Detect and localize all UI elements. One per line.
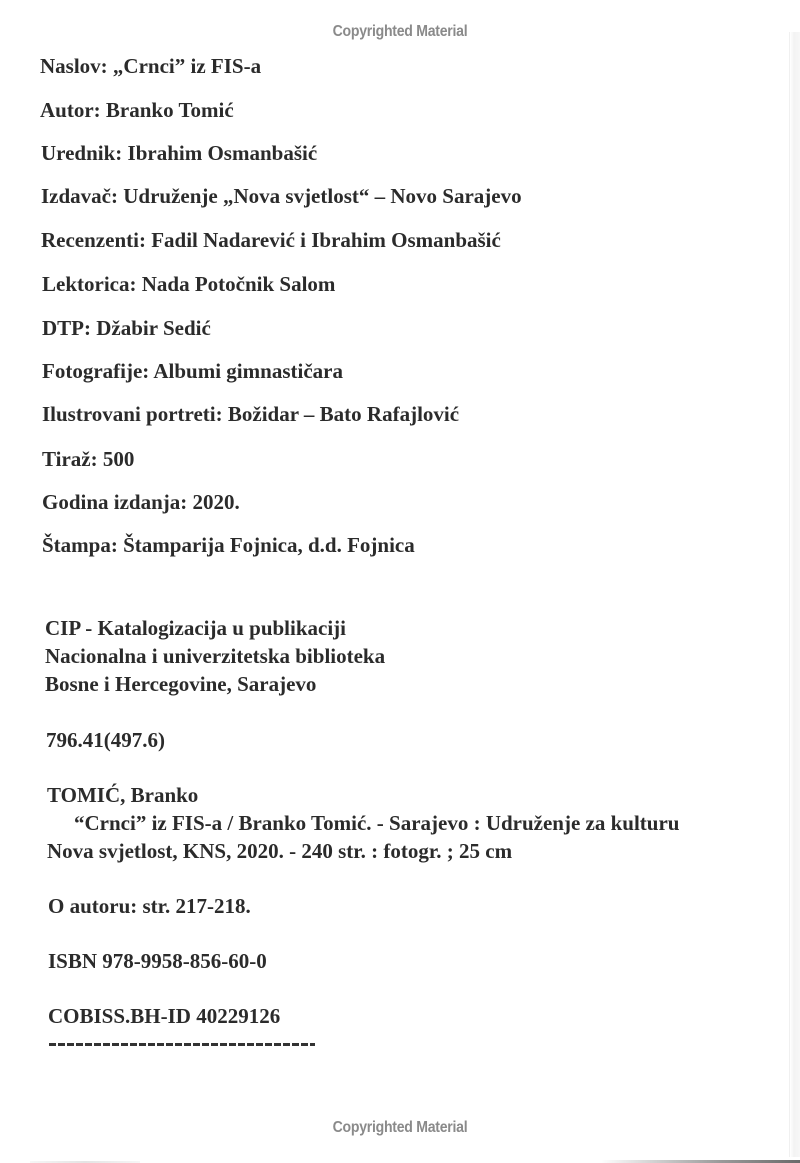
field-value: Udruženje „Nova svjetlost“ – Novo Sarajevo (123, 184, 522, 208)
field-value: Albumi gimnastičara (153, 359, 343, 383)
cip-header-line: Nacionalna i univerzitetska biblioteka (45, 644, 386, 668)
imprint-proofreader (42, 272, 335, 296)
field-label: Ilustrovani portreti: (42, 402, 223, 426)
field-label: Fotografije: (42, 359, 150, 383)
cip-header-line: Bosne i Hercegovine, Sarajevo (45, 672, 317, 696)
cip-header-line: CIP - Katalogizacija u publikaciji (45, 616, 347, 640)
imprint-printer (42, 533, 415, 557)
cip-header (45, 614, 385, 698)
cip-entry-author: TOMIĆ, Branko (47, 783, 199, 807)
imprint-photographs (42, 359, 343, 383)
field-value: „Crnci” iz FIS-a (112, 54, 262, 78)
imprint-print-run (42, 447, 134, 471)
field-label: Urednik: (41, 141, 123, 165)
imprint-year (42, 490, 240, 514)
copyright-watermark-bottom: Copyrighted Material (332, 1119, 468, 1136)
imprint-illustrations (42, 402, 459, 426)
field-label: Štampa: (42, 533, 118, 557)
field-value: 500 (102, 447, 135, 471)
imprint-author (40, 98, 234, 122)
field-label: Naslov: (40, 54, 108, 78)
field-value: Branko Tomić (105, 98, 234, 122)
cip-cobiss: COBISS.BH-ID 40229126 (48, 1004, 281, 1028)
field-value: Džabir Sedić (96, 316, 211, 340)
cip-udc: 796.41(497.6) (46, 728, 165, 752)
field-label: Izdavač: (41, 184, 118, 208)
field-value: Božidar – Bato Rafajlović (227, 402, 460, 426)
cip-entry-publisher: Nova svjetlost, KNS, 2020. - 240 str. : fotogr. ; 25 cm (47, 839, 513, 863)
cip-entry (47, 781, 679, 865)
field-label: Tiraž: (42, 447, 98, 471)
imprint-publisher (41, 184, 522, 208)
dashed-separator (49, 1043, 315, 1046)
field-value: Fadil Nadarević i Ibrahim Osmanbašić (151, 228, 501, 252)
imprint-dtp (42, 316, 211, 340)
field-label: DTP: (42, 316, 91, 340)
imprint-reviewers (41, 228, 501, 252)
field-label: Godina izdanja: (42, 490, 188, 514)
field-label: Autor: (40, 98, 101, 122)
field-value: 2020. (192, 490, 240, 514)
field-value: Štamparija Fojnica, d.d. Fojnica (123, 533, 415, 557)
field-value: Nada Potočnik Salom (141, 272, 336, 296)
copyright-watermark-top: Copyrighted Material (332, 23, 468, 40)
cip-entry-title: “Crnci” iz FIS-a / Branko Tomić. - Sarajevo : Udruženje za kulturu (74, 811, 680, 835)
page-edge-shadow (789, 32, 800, 1157)
cip-isbn: ISBN 978-9958-856-60-0 (48, 949, 267, 973)
imprint-title (40, 54, 261, 78)
imprint-editor (41, 141, 317, 165)
cip-note: O autoru: str. 217-218. (48, 894, 251, 918)
field-value: Ibrahim Osmanbašić (127, 141, 318, 165)
field-label: Lektorica: (42, 272, 137, 296)
field-label: Recenzenti: (41, 228, 146, 252)
